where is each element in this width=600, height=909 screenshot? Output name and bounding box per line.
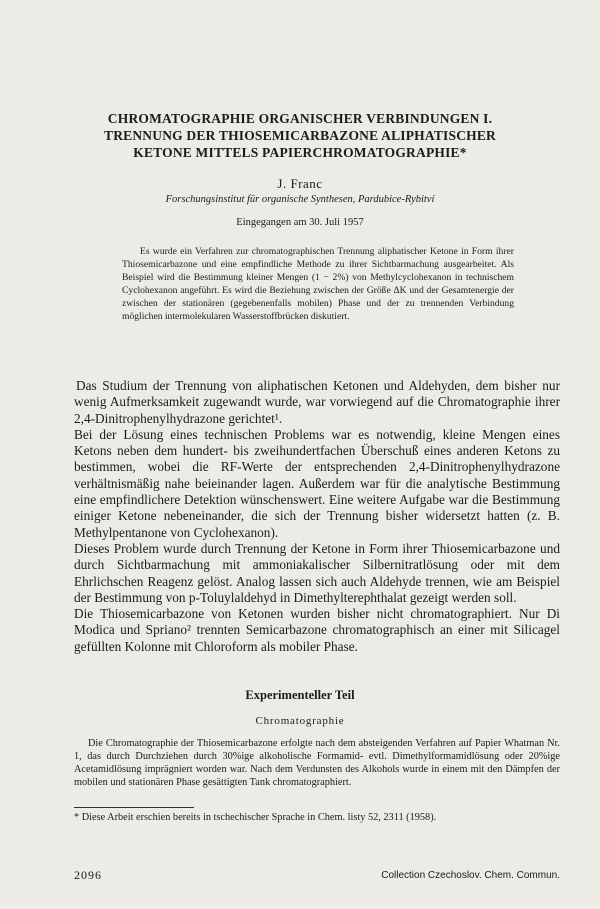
body-paragraph: Dieses Problem wurde durch Trennung der Ketone in Form ihrer Thiosemicarbazone und durch Sichtbarmachung mit ammoniakalischer Silbernitratlösung oder mit dem Ehrlichschen Reagenz gelöst. Analog lassen sich auch Aldehyde trennen, wie am Beispiel der Bestimmung von p-Toluylaldehyd in Dimethylterephthalat gezeigt werden soll. <box>74 540 560 605</box>
footnote: * Diese Arbeit erschien bereits in tschechischer Sprache in Chem. listy 52, 2311 (1958). <box>74 812 437 823</box>
received-date: Eingegangen am 30. Juli 1957 <box>236 217 364 228</box>
body-paragraph: Bei der Lösung eines technischen Problems war es notwendig, kleine Mengen eines Ketons neben dem hundert- bis zweihundertfachen Überschuß eines anderen Ketons zu bestimmen, wobei die RF-Werte der entsprechenden 2,4-Dinitrophenylhydrazone verhältnismäßig nahe beieinander lagen. Außerdem war für die analytische Bestimmung eine empfindlichere Detektion wünschenswert. Eine weitere Aufgabe war die Bestimmung einiger Ketone nebeneinander, die sich der Trennung bisher widersetzt hatten (z. B. Methylpentanone von Cyclohexanon). <box>74 426 560 540</box>
main-body <box>74 378 560 655</box>
body-paragraph: Das Studium der Trennung von aliphatischen Ketonen und Aldehyden, dem bisher nur wenig Aufmerksamkeit zugewandt wurde, war vorwiegend auf die Chromatographie ihrer 2,4-Dinitrophenylhydrazone gerichtet¹. <box>74 378 560 426</box>
abstract: Es wurde ein Verfahren zur chromatographischen Trennung aliphatischer Ketone in Form ihrer Thiosemicarbazone und eine empfindliche Methode zu ihrer Sichtbarmachung ausgearbeitet. Als Beispiel wird die Bestimmung kleiner Mengen (1 − 2%) von Methylcyclohexanon in technischem Cyclohexanon angeführt. Es wird die Beziehung zwischen der Größe ΔK und der Gesamtenergie der zwischen der stationären (gegebenenfalls mobilen) Phase und der zu trennenden Verbindung möglichen intermolekularen Wasserstoffbrücken diskutiert. <box>122 246 514 322</box>
subsection-title: Chromatographie <box>255 715 345 727</box>
experimental-text: Die Chromatographie der Thiosemicarbazone erfolgte nach dem absteigenden Verfahren auf Papier Whatman Nr. 1, das durch Durchziehen durch 30%ige alkoholische Formamid- evtl. Dimethylformamidlösung oder 20%ige Acetamidlösung imprägniert worden war. Nach dem Verdunsten des Alkohols wurde in einem mit den Dämpfen der mobilen und stationären Phase gesättigten Tank chromatographiert. <box>74 738 560 789</box>
author-name: J. Franc <box>277 176 323 191</box>
author-affiliation: Forschungsinstitut für organische Synthesen, Pardubice-Rybitví <box>165 194 435 205</box>
title-line-2: TRENNUNG DER THIOSEMICARBAZONE ALIPHATISCHER <box>104 128 496 143</box>
footnote-divider <box>74 807 194 808</box>
title-line-3: KETONE MITTELS PAPIERCHROMATOGRAPHIE* <box>133 145 467 160</box>
page-number: 2096 <box>74 868 102 882</box>
body-paragraph: Die Thiosemicarbazone von Ketonen wurden bisher nicht chromatographiert. Nur Di Modica und Spriano² trennten Semicarbazone chromatographisch an einer mit Silicagel gefüllten Kolonne mit Chloroform als mobiler Phase. <box>74 606 560 654</box>
paper-title <box>60 110 540 161</box>
section-title: Experimenteller Teil <box>245 688 355 702</box>
journal-name: Collection Czechoslov. Chem. Commun. <box>381 870 560 881</box>
title-line-1: CHROMATOGRAPHIE ORGANISCHER VERBINDUNGEN I. <box>107 111 493 126</box>
